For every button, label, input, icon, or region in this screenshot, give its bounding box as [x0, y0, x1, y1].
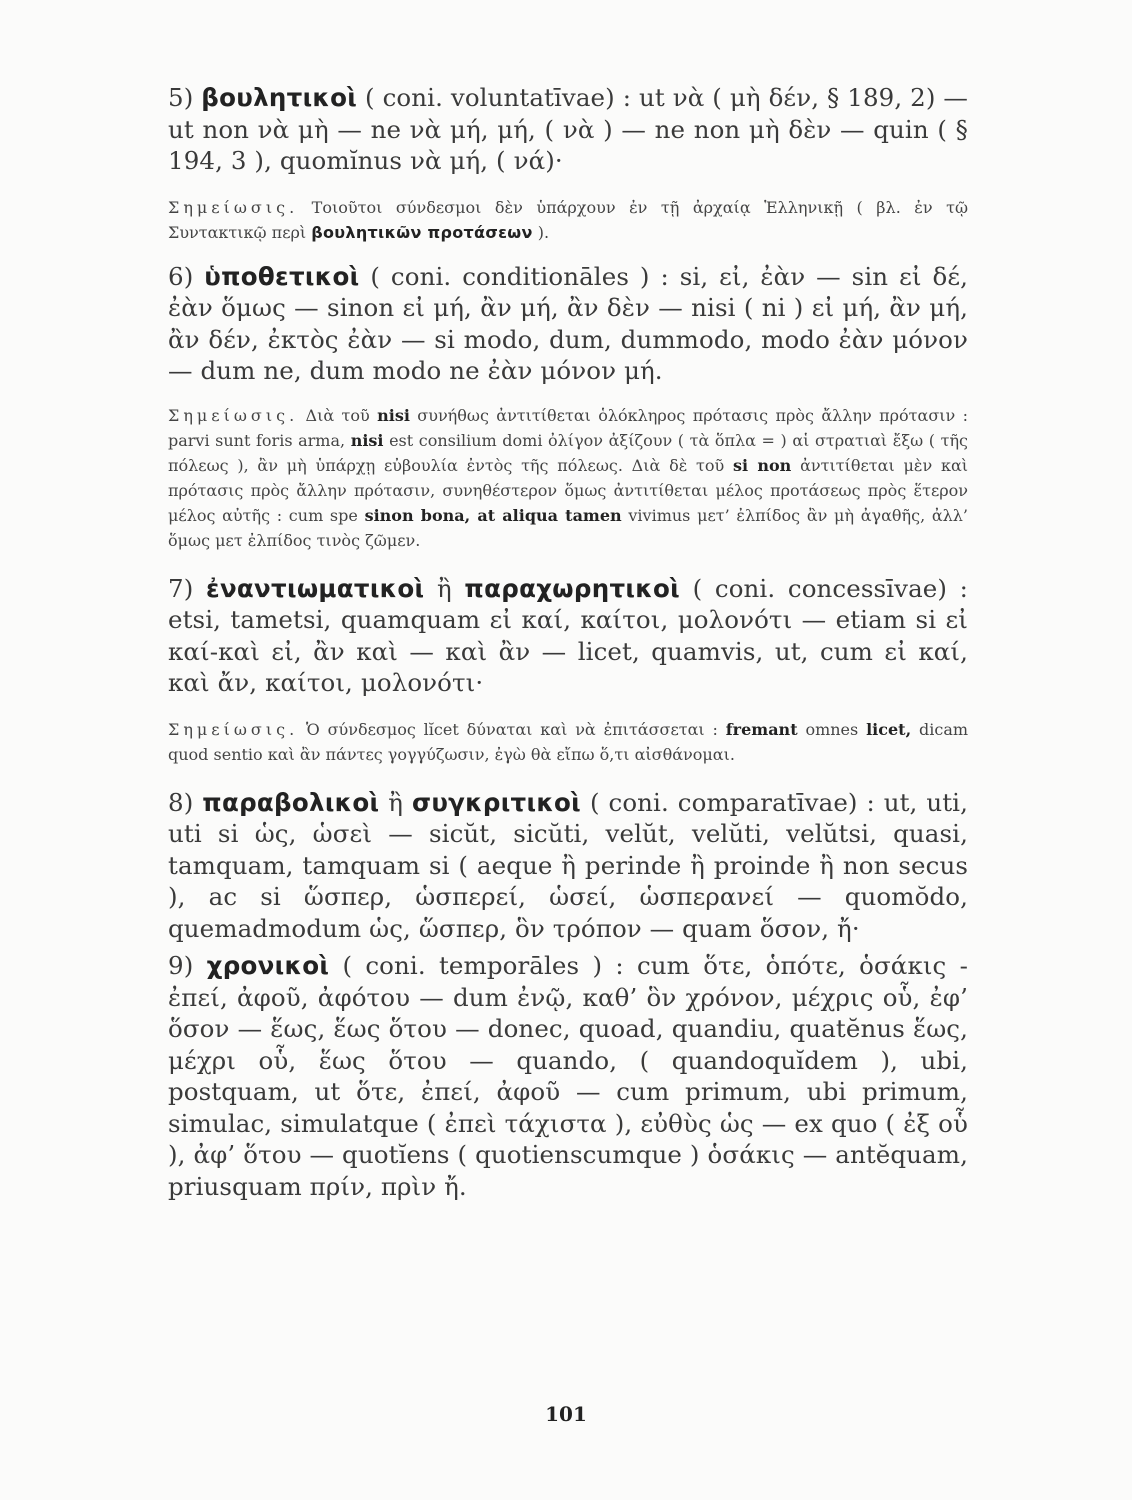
section-number: 5): [168, 83, 194, 112]
section-term: χρονικοὶ: [206, 951, 330, 980]
section-text: ( coni. conditionāles ) : si, εἰ, ἐὰν — sin εἰ δέ, ἐὰν ὅμως — sinon εἰ μή, ἂν μή, ἂν δὲν — nisi ( ni ) εἰ μή, ἂν μή, ἂν δέν, ἐκτὸς ἐὰν — si modo, dum, dummodo, modo ἐὰν μόνον — dum ne, dum modo ne ἐὰν μόνον μή.: [168, 261, 968, 385]
note-bold: licet,: [866, 719, 912, 739]
section-6: [112, 261, 968, 387]
note-bold: nisi: [377, 405, 410, 425]
page-number: 101: [545, 1402, 587, 1426]
note-text: συνήθως ἀντιτίθεται ὁλόκληρος πρότασις πρὸς ἄλλην πρότασιν : parvi sunt foris arma,: [168, 405, 969, 450]
note-bold: βουλητικῶν προτάσεων: [311, 222, 533, 242]
section-term: βουλητικοὶ: [201, 83, 358, 112]
note-bold: si non: [733, 455, 792, 475]
section-number: 9): [168, 951, 194, 980]
note-text: Διὰ τοῦ: [305, 405, 370, 425]
note-bold: fremant: [725, 719, 798, 739]
note-text: dicam quod sentio καὶ ἂν πάντες γογγύζωσιν, ἐγὼ θὰ εἴπω ὅ,τι αἰσθάνομαι.: [168, 719, 969, 764]
section-text: ( coni. voluntatīvae) : ut νὰ ( μὴ δέν, § 189, 2) — ut non νὰ μὴ — ne νὰ μή, μή, ( νὰ ) — ne non μὴ δὲν — quin ( § 194, 3 ), quomĭnus νὰ μή, ( νά)·: [168, 83, 968, 175]
section-text: ( coni. concessīvae) : etsi, tametsi, quamquam εἰ καί, καίτοι, μολονότι — etiam si εἰ καί-καὶ εἰ, ἂν καὶ — καὶ ἂν — licet, quamvis, ut, cum εἰ καί, καὶ ἄν, καίτοι, μολονότι·: [168, 573, 969, 697]
section-9: [112, 950, 968, 1202]
section-text: ( coni. temporāles ) : cum ὅτε, ὁπότε, ὁσάκις - ἐπεί, ἀφοῦ, ἀφότου — dum ἐνῷ, καθ’ ὃν χρόνον, μέχρις οὗ, ἐφ’ ὅσον — ἕως, ἕως ὅτου — donec, quoad, quandiu, quatĕnus ἕως, μέχρι οὗ, ἕως ὅτου — quando, ( quandoquĭdem ), ubi, postquam, ut ὅτε, ἐπεί, ἀφοῦ — cum primum, ubi primum, simulac, simulatque ( ἐπεὶ τάχιστα ), εὐθὺς ὡς — ex quo ( ἐξ οὗ ), ἀφ’ ὅτου — quotĭens ( quotienscumque ) ὁσάκις — antĕquam, priusquam πρίν, πρὶν ἤ.: [168, 951, 968, 1201]
section-conjunction: ἢ: [437, 573, 452, 603]
section-8: [112, 787, 968, 945]
note-text: vivimus μετ’ ἐλπίδος ἂν μὴ ἀγαθῆς, ἀλλ’ ὅμως μετ ἐλπίδος τινὸς ζῶμεν.: [168, 505, 969, 550]
note-label: Σημείωσις.: [168, 405, 299, 425]
note-bold: sinon bona, at aliqua tamen: [364, 505, 622, 525]
note-text: Ὁ σύνδεσμος lĭcet δύναται καὶ νὰ ἐπιτάσσεται :: [306, 719, 718, 739]
section-term: παραβολικοὶ: [202, 787, 380, 817]
note-text: ἀντιτίθεται μὲν καὶ πρότασις πρὸς ἄλλην πρότασιν, συνηθέστερον ὅμως ἀντιτίθεται μέλος προτάσεως πρὸς ἕτερον μέλος αὐτῆς : cum spe: [168, 455, 969, 525]
section-5: [112, 82, 968, 177]
section-term: συγκριτικοὶ: [411, 787, 582, 817]
section-7: [112, 573, 968, 699]
note-7: [112, 717, 968, 767]
note-bold: nisi: [350, 430, 384, 450]
note-text: Τοιοῦτοι σύνδεσμοι δὲν ὑπάρχουν ἐν τῇ ἀρχαίᾳ Ἑλληνικῇ ( βλ. ἐν τῷ Συντακτικῷ περὶ: [168, 197, 968, 242]
section-term: ἐναντιωματικοὶ: [206, 573, 425, 603]
note-label: Σημείωσις.: [168, 197, 299, 217]
section-number: 7): [168, 573, 194, 603]
note-text: est consilium domi ὀλίγον ἀξίζουν ( τὰ ὅπλα = ) αἱ στρατιαὶ ἔξω ( τῆς πόλεως ), ἂν μὴ ὑπάρχῃ εὐβουλία ἐντὸς τῆς πόλεως. Διὰ δὲ τοῦ: [168, 430, 969, 475]
section-text: ( coni. comparatīvae) : ut, uti, uti si ὡς, ὡσεὶ — sicŭt, sicŭti, velŭt, velŭti, velŭtsi, quasi, tamquam, tamquam si ( aeque ἢ perinde ἢ proinde ἢ non secus ), ac si ὥσπερ, ὡσπερεί, ὡσεί, ὡσπερανεί — quomŏdo, quemadmodum ὡς, ὥσπερ, ὃν τρόπον — quam ὅσον, ἤ·: [168, 787, 968, 943]
section-conjunction: ἢ: [388, 787, 404, 817]
page-body: [112, 82, 968, 1202]
section-term: παραχωρητικοὶ: [464, 573, 680, 603]
section-term: ὑποθετικοὶ: [204, 261, 360, 291]
note-text: ).: [537, 222, 550, 242]
note-label: Σημείωσις.: [168, 719, 299, 739]
section-number: 8): [168, 787, 194, 817]
note-6: [112, 403, 968, 553]
note-5: [112, 195, 968, 245]
note-text: omnes: [805, 719, 859, 739]
section-number: 6): [168, 261, 194, 291]
